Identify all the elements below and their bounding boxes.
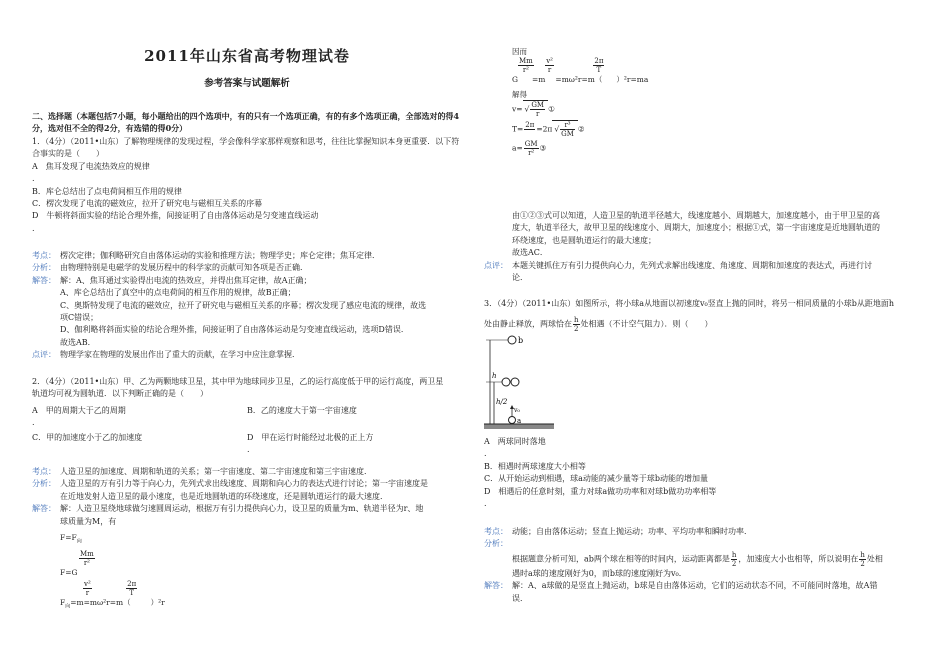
q2-jieda-label: 解答： xyxy=(32,504,56,514)
q1-option-a: A 焦耳发现了电流热效应的规律 xyxy=(32,161,150,171)
q2-eq-2: $\frac{Mm}{\text{r²}}$ xyxy=(80,549,94,567)
q2-eq-1: $F=F_向$ xyxy=(60,533,82,545)
q1-option-d: D 牛顿将斜面实验的结论合理外推，间接证明了自由落体运动是匀变速直线运动 xyxy=(32,211,319,221)
q2-dot-a: . xyxy=(32,418,35,428)
q2-stem-1: 2．（4分）（2011•山东）甲、乙为两颗地球卫星，其中甲为地球同步卫星，乙的运行高度低于甲的运行高度，两卫星 xyxy=(32,377,444,386)
yin-er: 因而 xyxy=(512,47,527,56)
q1-dianping-label: 点评： xyxy=(32,350,56,360)
q1-jieda-5: D、伽利略将斜面实验的结论合理外推，间接证明了自由落体运动是匀变速直线运动，选项D错误． xyxy=(60,325,409,335)
q3-option-b: B．相遇时两球速度大小相等 xyxy=(484,461,586,471)
label-b-top: b xyxy=(518,336,524,345)
q3-jieda-label: 解答： xyxy=(484,581,508,591)
q2-kaodian: 人造卫星的加速度、周期和轨道的关系；第一宇宙速度、第二宇宙速度和第三宇宙速度． xyxy=(60,467,372,476)
q1-fenxi-label: 分析： xyxy=(32,263,56,273)
q2-continued xyxy=(484,46,914,157)
q2-kaodian-label: 考点： xyxy=(32,467,56,476)
q3-dot-d: . xyxy=(484,499,487,509)
q2-option-d: D 甲在运行时能经过北极的正上方 xyxy=(247,432,374,442)
q3-option-c: C．从开始运动到相遇，球a动能的减少量等于球b动能的增加量 xyxy=(484,474,709,484)
concl-2: 度大，轨道半径大，故甲卫星的线速度小、周期大，加速度小；根据①式，第一宇宙速度是近地圆轨道的 xyxy=(512,223,880,233)
q1-jieda-2: A、库仑总结出了真空中的点电荷间的相互作用的规律，故B正确； xyxy=(60,288,296,298)
q2-fenxi-1: 人造卫星的万有引力等于向心力，先列式求出线速度、周期和向心力的表达式进行讨论；第一宇宙速度是 xyxy=(60,479,428,489)
q2-eq-3: $F_向=m=m\omega^2r=m$（ ）²r xyxy=(60,597,165,610)
q2-option-a: A 甲的周期大于乙的周期 xyxy=(32,405,126,415)
q2-dianping-label: 点评： xyxy=(484,260,508,270)
q3-kaodian-label: 考点： xyxy=(484,527,508,536)
ball-a xyxy=(509,417,516,424)
q1-jieda-1: 解：A、焦耳通过实验得出电流的热效应，并得出焦耳定律，故A正确； xyxy=(60,275,312,285)
q1-stem: 1．（4分）（2011•山东）了解物理规律的发现过程，学会像科学家那样观察和思考，往往比掌握知识本身更重要．以下符合事实的是（ ） xyxy=(32,137,460,159)
q3-fenxi-label: 分析： xyxy=(484,539,508,549)
q2-jieda-2: 球质量为M，有 xyxy=(60,516,117,526)
q3-jieda-2: 误． xyxy=(512,593,528,603)
q2-dianping-2: 论． xyxy=(512,273,528,283)
q1-dianping: 物理学家在物理的发展出作出了重大的贡献，在学习中应注意掌握． xyxy=(60,350,300,360)
v-eq: v= √ $\frac{GM}{r}$ ① xyxy=(512,101,555,118)
ball-meet-2 xyxy=(511,378,519,386)
q3-stem-1: 3．（4分）（2011•山东）如图所示，将小球a从地面以初速度v₀竖直上抛的同时，将另一相同质量的小球b从距地面h xyxy=(484,299,895,308)
t-eq: T= 2π =2π √ $\frac{\text{r³}}{GM}$ ② xyxy=(512,121,585,138)
q2-analysis xyxy=(32,466,462,612)
concl-1: 由①②③式可以知道，人造卫星的轨道半径越大，线速度越小、周期越大，加速度越小，由于甲卫星的高 xyxy=(512,211,880,220)
q3-dot-a: . xyxy=(484,449,487,459)
q3-analysis xyxy=(484,526,924,605)
q3-stem-2: 处由静止释放，两球恰在 $\frac{h}{2}$ 处相遇（不计空气阻力）．则（ ） xyxy=(484,316,713,334)
q3-option-d: D 相遇后的任意时刻，重力对球a做功功率和对球b做功功率相等 xyxy=(484,486,717,496)
q1-option-c: C．楞次发现了电流的磁效应，拉开了研究电与磁相互关系的序幕 xyxy=(32,199,263,209)
q2-option-c: C．甲的加速度小于乙的加速度 xyxy=(32,432,143,442)
q1-dot-a: . xyxy=(32,174,35,184)
q1-dot-d: . xyxy=(32,223,35,233)
ball-meet-1 xyxy=(502,378,510,386)
q3-figure xyxy=(484,332,554,434)
q2-fenxi-2: 在近地发射人造卫星的最小速度，也是近地圆轨道的环绕速度，还是圆轨道运行的最大速度． xyxy=(60,491,388,501)
q3-fenxi-2: 遇时a球的速度刚好为0，而b球的速度刚好为v₀． xyxy=(512,568,687,578)
q1-option-b: B．库仑总结出了点电荷间相互作用的规律 xyxy=(32,186,182,196)
page-title: 2011年山东省高考物理试卷 xyxy=(144,47,350,65)
jiede: 解得 xyxy=(512,90,527,99)
ball-b-top xyxy=(508,336,516,344)
section-header: 二、选择题（本题包括7小题，每小题给出的四个选项中，有的只有一个选项正确，有的有多个选项正确，全部选对的得4分，选对但不全的得2分，有选错的得0分） xyxy=(32,111,460,134)
label-v0: v₀ xyxy=(514,407,520,414)
label-h: h xyxy=(492,372,497,380)
concl-3: 环绕速度，也是圆轨道运行的最大速度； xyxy=(512,235,656,245)
label-a: a xyxy=(517,417,522,425)
q2-conclusion xyxy=(484,210,924,284)
q3-fenxi-1: 根据题意分析可知，ab两个球在相等的时间内，运动距离都是 $\frac{h}{2}$ ，加速度大小也相等，所以说明在 $\frac{h}{2}$ 处相 xyxy=(512,550,883,568)
q3-options xyxy=(484,436,924,510)
q1-jieda-label: 解答： xyxy=(32,275,56,285)
q3-kaodian: 动能；自由落体运动；竖直上抛运动；功率、平均功率和瞬时功率． xyxy=(512,527,752,536)
question-1 xyxy=(32,136,462,235)
q1-kaodian-label: 考点： xyxy=(32,251,56,260)
q2-eq-3-fracs: $\frac{\text{v²}}{r}$ $\frac{2\pi}{T}$ xyxy=(84,579,137,597)
q2-jieda-1: 解：人造卫星绕地球做匀速圆周运动，根据万有引力提供向心力，设卫星的质量为m、轨道半径为r、地 xyxy=(60,504,424,514)
page-subtitle: 参考答案与试题解析 xyxy=(204,78,290,89)
q3-option-a: A 两球同时落地 xyxy=(484,437,546,446)
label-h2: h/2 xyxy=(496,398,508,406)
q2-dianping-1: 本题关键抓住万有引力提供向心力，先列式求解出线速度、角速度、周期和加速度的表达式，再进行讨 xyxy=(512,260,872,270)
q1-analysis xyxy=(32,250,462,362)
q1-jieda-6: 故选AB． xyxy=(60,337,96,347)
eq-a: G =m =mω²r=m（ ）²r=ma xyxy=(512,75,649,84)
q2-fenxi-label: 分析： xyxy=(32,479,56,489)
q2-eq-2b: F=G xyxy=(60,567,78,577)
q1-jieda-4: 项C错误； xyxy=(60,313,99,323)
question-2 xyxy=(32,376,462,456)
question-3 xyxy=(484,298,929,333)
q1-jieda-3: C、奥斯特发现了电流的磁效应，拉开了研究电与磁相互关系的序幕；楞次发现了感应电流的规律，故选 xyxy=(60,300,427,310)
concl-4: 故选AC． xyxy=(512,248,548,258)
eq-a-fracs: $\frac{Mm}{\text{r²}}$ $\frac{\text{v²}}{r}$ $\frac{2\pi}{T}$ xyxy=(519,57,604,74)
q3-jieda-1: 解：A、a球做的是竖直上抛运动，b球是自由落体运动，它们的运动状态不同，不可能同时落地，故A错 xyxy=(512,581,878,591)
q1-kaodian: 楞次定律；伽利略研究自由落体运动的实验和推理方法；物理学史；库仑定律；焦耳定律． xyxy=(60,251,380,260)
q2-option-b: B．乙的速度大于第一宇宙速度 xyxy=(247,405,357,415)
q1-fenxi: 由物理特别是电磁学的发展历程中的科学家的贡献可知各项是否正确． xyxy=(60,263,308,273)
a-eq: a= $\frac{GM}{\text{r²}}$ ③ xyxy=(512,140,547,157)
q2-stem-2: 轨道均可视为圆轨道．以下判断正确的是（ ） xyxy=(32,389,208,399)
q2-dot-d: . xyxy=(247,445,250,455)
